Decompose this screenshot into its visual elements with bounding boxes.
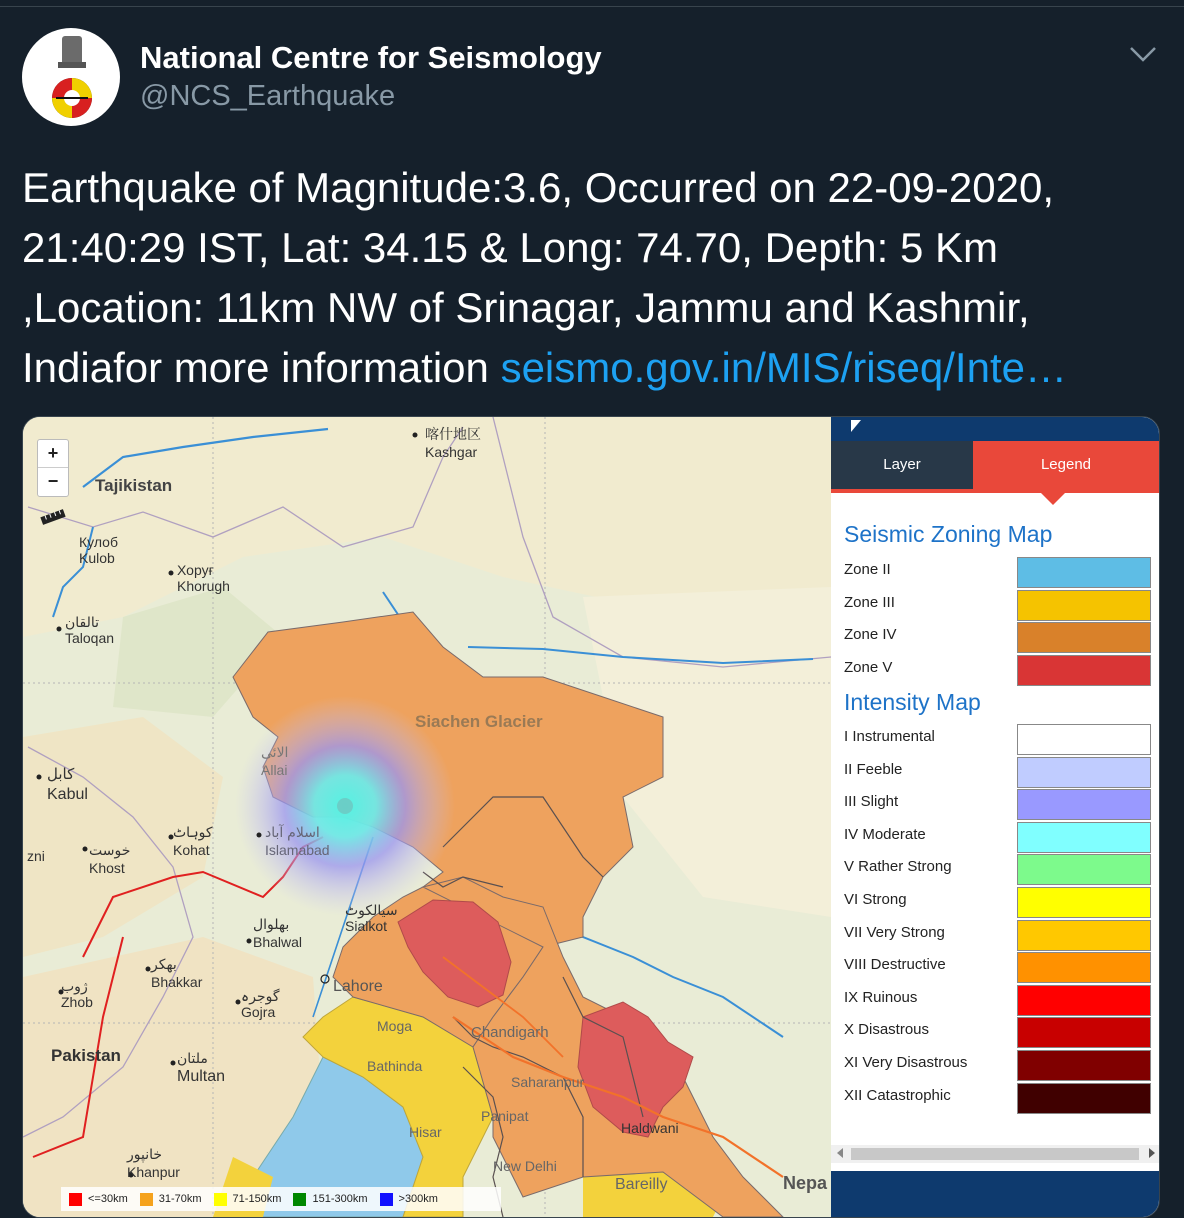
map-label-sialkot: Sialkot xyxy=(345,918,388,934)
intensity-swatch xyxy=(1017,1083,1151,1114)
intensity-label: IX Ruinous xyxy=(844,988,918,1006)
intensity-label: X Disastrous xyxy=(844,1021,930,1039)
author-name[interactable]: National Centre for Seismology xyxy=(140,40,602,75)
map-label-zni: zni xyxy=(27,848,45,864)
intensity-label: XI Very Disastrous xyxy=(844,1054,968,1071)
map-label-khost: Khost xyxy=(89,860,125,876)
intensity-swatch xyxy=(1017,985,1151,1016)
distance-label: <=30km xyxy=(88,1193,128,1205)
map-label-siachen: Siachen Glacier xyxy=(415,712,543,731)
map-label-new-delhi: New Delhi xyxy=(493,1158,557,1174)
distance-legend-item xyxy=(214,1193,282,1206)
map-label-allai: Allai xyxy=(261,762,288,778)
map-label-kohat: Kohat xyxy=(173,842,210,858)
zone-label: Zone II xyxy=(844,561,891,578)
intensity-legend-row xyxy=(844,757,1154,787)
map-label-bhakkar: Bhakkar xyxy=(151,974,203,990)
zoom-control xyxy=(37,439,69,497)
tab-active-strip xyxy=(831,489,1159,493)
panel-tabs xyxy=(831,441,1159,489)
distance-swatch xyxy=(140,1193,153,1206)
intensity-swatch xyxy=(1017,1050,1151,1081)
map-label-allai-native: الائی xyxy=(261,744,289,760)
map-label-kulob: Kulob xyxy=(79,550,115,566)
map-label-gojra: Gojra xyxy=(241,1004,276,1020)
map-label-tajikistan: Tajikistan xyxy=(95,476,173,495)
map-label-khanpur-native: خانپور xyxy=(127,1146,163,1162)
map-label-panipat: Panipat xyxy=(481,1108,529,1124)
intensity-label: V Rather Strong xyxy=(844,858,952,876)
intensity-label: VI Strong xyxy=(844,891,907,908)
intensity-swatch xyxy=(1017,920,1151,951)
map-label-kohat-native: کوہاٹ xyxy=(173,824,213,840)
intensity-label: VII Very Strong xyxy=(844,923,945,941)
map-label-khorugh-native: Хоруғ xyxy=(177,562,214,578)
horizontal-scrollbar[interactable] xyxy=(831,1145,1159,1163)
tab-legend[interactable]: Legend xyxy=(973,441,1159,489)
scroll-right-icon[interactable] xyxy=(1149,1148,1155,1158)
intensity-legend-row xyxy=(844,822,1154,852)
map-label-bhalwal-native: بھلوال xyxy=(253,916,290,932)
map-label-kashgar-native: 喀什地区 xyxy=(425,426,481,442)
map-view[interactable] xyxy=(23,417,831,1217)
distance-label: 151-300km xyxy=(312,1193,368,1205)
zone-legend-row xyxy=(844,557,1154,587)
map-label-chandigarh: Chandigarh xyxy=(471,1024,549,1041)
seismic-zoning-title: Seismic Zoning Map xyxy=(844,521,1053,547)
intensity-swatch xyxy=(1017,854,1151,885)
top-divider xyxy=(0,6,1184,7)
avatar[interactable] xyxy=(22,28,120,126)
map-label-taloqan-native: تالقان xyxy=(65,614,100,630)
map-label-nepal: Nepa xyxy=(783,1173,828,1193)
map-label-gojra-native: گوجرہ xyxy=(241,988,280,1004)
intensity-swatch xyxy=(1017,724,1151,755)
scrollbar-thumb[interactable] xyxy=(851,1148,1139,1160)
zone-label: Zone V xyxy=(844,658,893,676)
map-label-lahore: Lahore xyxy=(333,978,383,995)
zone-label: Zone III xyxy=(844,593,895,611)
intensity-swatch xyxy=(1017,1017,1151,1048)
map-label-taloqan: Taloqan xyxy=(65,630,115,646)
zoom-out-button[interactable]: − xyxy=(47,471,59,491)
intensity-label: II Feeble xyxy=(844,760,903,778)
intensity-legend-row xyxy=(844,920,1154,950)
tab-layer[interactable]: Layer xyxy=(831,441,973,489)
zone-swatch xyxy=(1017,655,1151,686)
tweet-link[interactable]: seismo.gov.in/MIS/riseq/Inte… xyxy=(500,344,1067,391)
ruler-icon[interactable] xyxy=(39,509,67,525)
map-label-zhob: Zhob xyxy=(61,994,93,1010)
map-label-kashgar: Kashgar xyxy=(425,444,478,460)
intensity-map-title: Intensity Map xyxy=(844,689,981,715)
map-label-multan-native: ملتان xyxy=(177,1050,208,1066)
distance-label: 31-70km xyxy=(158,1193,202,1205)
author-handle[interactable]: @NCS_Earthquake xyxy=(140,80,396,112)
distance-legend-item xyxy=(293,1193,367,1206)
intensity-legend-row xyxy=(844,1050,1154,1080)
zone-swatch xyxy=(1017,622,1151,653)
legend-panel xyxy=(831,417,1159,1217)
map-label-kabul: Kabul xyxy=(47,786,88,803)
zone-legend-row xyxy=(844,590,1154,620)
map-label-bareilly: Bareilly xyxy=(615,1176,668,1193)
intensity-legend-row xyxy=(844,887,1154,917)
map-label-khanpur: Khanpur xyxy=(127,1164,180,1180)
intensity-legend-row xyxy=(844,854,1154,884)
intensity-label: IV Moderate xyxy=(844,825,926,843)
zoom-in-button[interactable]: + xyxy=(38,440,68,468)
map-label-haldwani: Haldwani xyxy=(621,1120,679,1136)
collapse-panel-icon[interactable] xyxy=(849,419,863,433)
zone-legend-row xyxy=(844,655,1154,685)
intensity-legend-row xyxy=(844,1017,1154,1047)
map-label-zhob-native: ژوب xyxy=(61,978,88,994)
map-label-saharanpur: Saharanpur xyxy=(511,1074,585,1090)
scroll-left-icon[interactable] xyxy=(837,1148,843,1158)
zone-swatch xyxy=(1017,590,1151,621)
distance-swatch xyxy=(69,1193,82,1206)
intensity-label: VIII Destructive xyxy=(844,956,946,974)
map-label-pakistan: Pakistan xyxy=(51,1046,121,1065)
chevron-down-icon[interactable] xyxy=(1126,40,1160,68)
map-label-sialkot-native: سیالکوٹ xyxy=(345,902,398,918)
tab-active-arrow xyxy=(1037,489,1069,505)
map-label-hisar: Hisar xyxy=(409,1124,442,1140)
distance-label: 71-150km xyxy=(232,1193,282,1205)
zone-label: Zone IV xyxy=(844,626,897,644)
distance-label: >300km xyxy=(398,1193,438,1205)
intensity-swatch xyxy=(1017,952,1151,983)
panel-footer xyxy=(831,1171,1159,1217)
intensity-legend-row xyxy=(844,985,1154,1015)
panel-header xyxy=(831,417,1159,441)
tweet-body: Earthquake of Magnitude:3.6, Occurred on 22-09-2020, 21:40:29 IST, Lat: 34.15 & Long: 74.70, Depth: 5 Km ,Location: 11km NW of Srinagar, Jammu and Kashmir, Indiafor more information xyxy=(22,164,1054,391)
map-label-kulob-native: Кулоб xyxy=(79,534,118,550)
intensity-legend-row xyxy=(844,952,1154,982)
intensity-swatch xyxy=(1017,757,1151,788)
map-label-bathinda: Bathinda xyxy=(367,1058,423,1074)
distance-legend xyxy=(61,1187,501,1211)
intensity-swatch xyxy=(1017,887,1151,918)
map-label-bhalwal: Bhalwal xyxy=(253,934,303,950)
distance-legend-item xyxy=(140,1193,202,1206)
distance-legend-item xyxy=(380,1193,438,1206)
intensity-label: I Instrumental xyxy=(844,728,935,745)
map-label-moga: Moga xyxy=(377,1018,413,1034)
intensity-legend-row xyxy=(844,724,1154,754)
map-label-kabul-native: کابل xyxy=(47,766,75,783)
distance-swatch xyxy=(380,1193,393,1206)
map-label-islamabad-native: اسلام آباد xyxy=(265,824,320,840)
distance-swatch xyxy=(293,1193,306,1206)
map-label-khorugh: Khorugh xyxy=(177,578,230,594)
distance-swatch xyxy=(214,1193,227,1206)
intensity-swatch xyxy=(1017,822,1151,853)
intensity-legend-row xyxy=(844,1083,1154,1113)
tweet-text xyxy=(22,158,1167,398)
intensity-legend-row xyxy=(844,789,1154,819)
map-label-khost-native: خوست xyxy=(89,842,131,858)
map-label-multan: Multan xyxy=(177,1068,226,1085)
intensity-label: XII Catastrophic xyxy=(844,1086,951,1104)
intensity-swatch xyxy=(1017,789,1151,820)
zone-legend-row xyxy=(844,622,1154,652)
map-label-islamabad: Islamabad xyxy=(265,842,330,858)
distance-legend-item xyxy=(69,1193,128,1206)
tweet-media[interactable] xyxy=(22,416,1160,1218)
emblem-logo xyxy=(22,28,120,126)
zone-swatch xyxy=(1017,557,1151,588)
map-label-bhakkar-native: بھکر xyxy=(151,956,177,972)
intensity-label: III Slight xyxy=(844,793,899,811)
